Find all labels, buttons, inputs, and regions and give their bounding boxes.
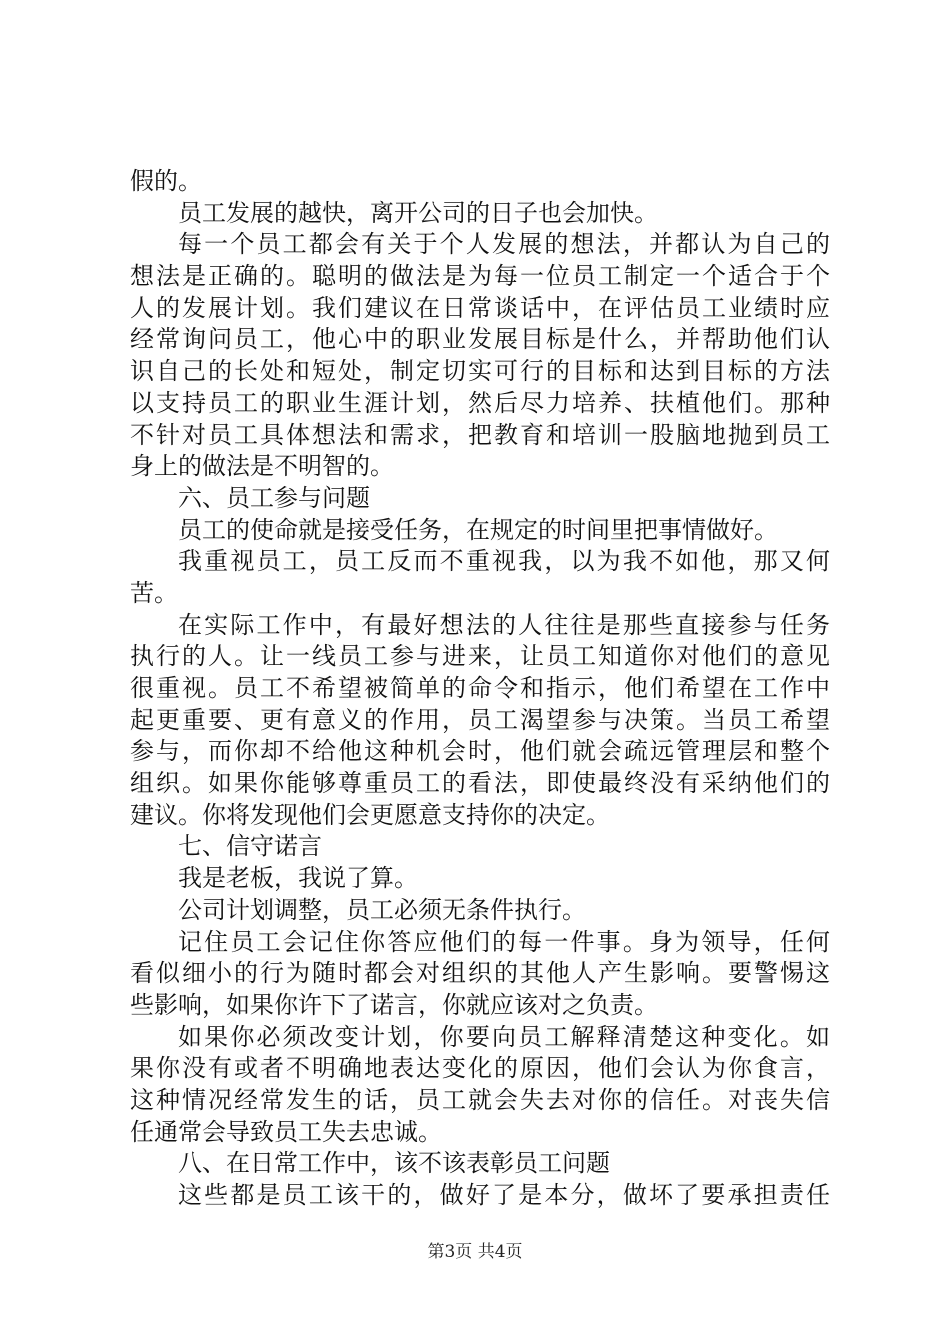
text-line: 我是老板，我说了算。: [178, 864, 418, 893]
text-line: 起更重要、更有意义的作用，员工渴望参与决策。当员工希望: [130, 705, 830, 734]
text-line: 不针对员工具体想法和需求，把教育和培训一股脑地抛到员工: [130, 420, 830, 449]
text-line: 如果你必须改变计划，你要向员工解释清楚这种变化。如: [178, 1022, 830, 1051]
text-line: 经常询问员工，他心中的职业发展目标是什么，并帮助他们认: [130, 325, 830, 354]
text-line: 在实际工作中，有最好想法的人往往是那些直接参与任务: [178, 610, 830, 639]
text-line: 身上的做法是不明智的。: [130, 452, 394, 481]
text-line: 这种情况经常发生的话，员工就会失去对你的信任。对丧失信: [130, 1085, 830, 1114]
text-line: 很重视。员工不希望被简单的命令和指示，他们希望在工作中: [130, 674, 830, 702]
text-line: 员工发展的越快，离开公司的日子也会加快。: [178, 198, 658, 227]
document-body: [130, 166, 830, 1212]
text-line: 假的。: [130, 167, 202, 195]
text-line: 果你没有或者不明确地表达变化的原因，他们会认为你食言，: [130, 1054, 830, 1083]
text-line: 员工的使命就是接受任务，在规定的时间里把事情做好。: [178, 515, 778, 544]
text-line: 以支持员工的职业生涯计划，然后尽力培养、扶植他们。那种: [130, 388, 830, 417]
page-footer: 第3页 共4页: [427, 1242, 523, 1262]
text-line: 看似细小的行为随时都会对组织的其他人产生影响。要警惕这: [130, 959, 830, 988]
text-line: 些影响，如果你许下了诺言，你就应该对之负责。: [130, 990, 658, 1019]
text-line: 识自己的长处和短处，制定切实可行的目标和达到目标的方法: [130, 357, 830, 386]
text-line: 人的发展计划。我们建议在日常谈话中，在评估员工业绩时应: [130, 293, 830, 322]
text-line: 执行的人。让一线员工参与进来，让员工知道你对他们的意见: [130, 642, 830, 671]
text-line: 这些都是员工该干的，做好了是本分，做坏了要承担责任: [178, 1181, 830, 1209]
text-line: 想法是正确的。聪明的做法是为每一位员工制定一个适合于个: [130, 262, 830, 291]
text-line: 参与，而你却不给他这种机会时，他们就会疏远管理层和整个: [130, 737, 830, 766]
text-line: 八、在日常工作中，该不该表彰员工问题: [178, 1149, 610, 1178]
text-line: 组织。如果你能够尊重员工的看法，即使最终没有采纳他们的: [130, 769, 830, 798]
text-line: 公司计划调整，员工必须无条件执行。: [178, 895, 586, 924]
text-line: 每一个员工都会有关于个人发展的想法，并都认为自己的: [178, 230, 830, 259]
text-line: 我重视员工，员工反而不重视我，以为我不如他，那又何: [178, 547, 830, 576]
text-line: 六、员工参与问题: [178, 483, 370, 512]
text-line: 苦。: [130, 578, 178, 607]
text-line: 任通常会导致员工失去忠诚。: [130, 1117, 442, 1146]
text-line: 建议。你将发现他们会更愿意支持你的决定。: [130, 800, 610, 829]
text-line: 七、信守诺言: [178, 832, 322, 861]
text-line: 记住员工会记住你答应他们的每一件事。身为领导，任何: [178, 927, 830, 956]
